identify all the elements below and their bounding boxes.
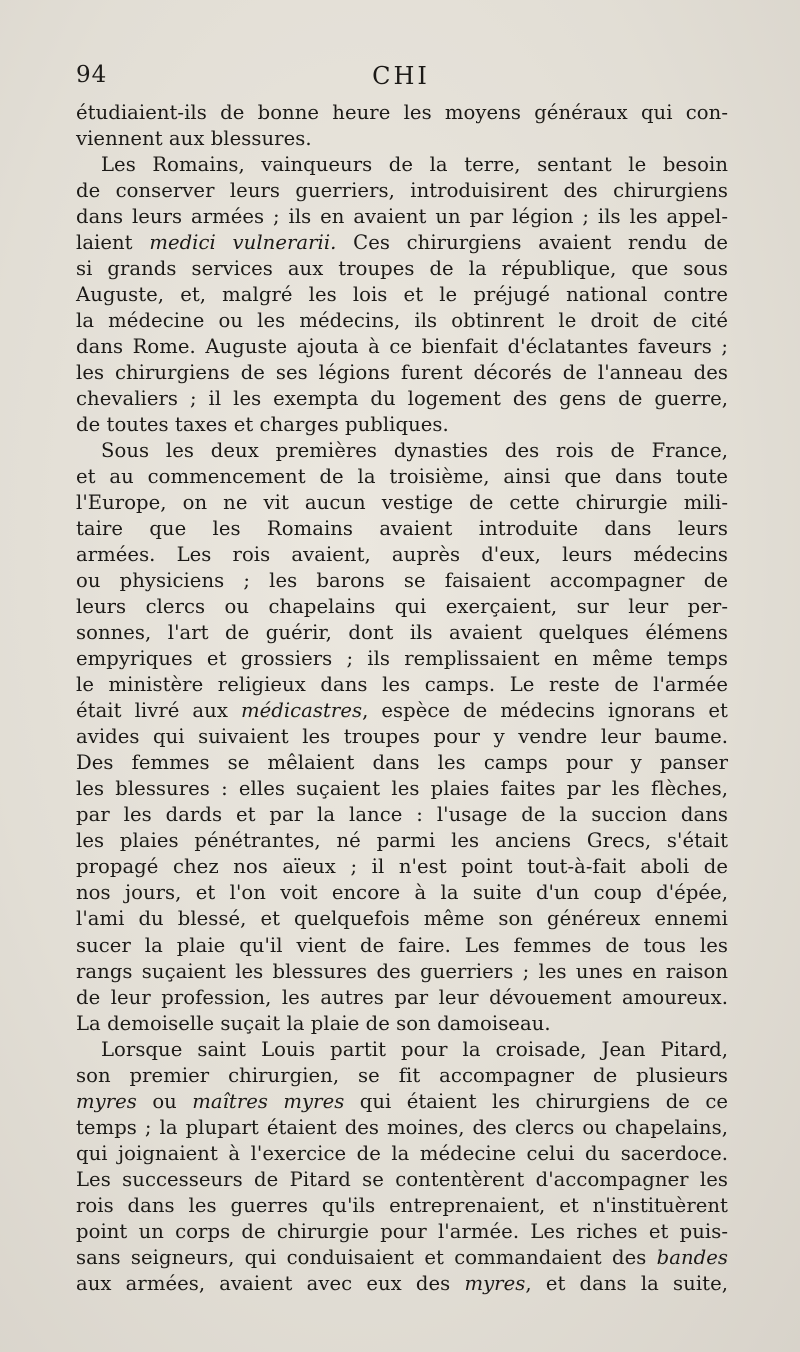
line-text: dans Rome. Auguste ajouta à ce bienfait d'éclatantes faveurs ; — [76, 335, 728, 359]
line-text: taire que les Romains avaient introduite dans leurs — [76, 517, 728, 541]
text-line — [76, 178, 728, 204]
text-line — [76, 438, 728, 464]
line-text: sucer la plaie qu'il vient de faire. Les femmes de tous les — [76, 933, 728, 957]
italic-term: myres — [464, 1271, 526, 1295]
text-line — [76, 516, 728, 542]
line-text: qui étaient les chirurgiens de ce — [344, 1089, 729, 1113]
line-text: propagé chez nos aïeux ; il n'est point tout-à-fait aboli de — [76, 855, 728, 879]
line-text: la médecine ou les médecins, ils obtinrent le droit de cité — [76, 309, 728, 333]
text-line — [76, 334, 728, 360]
line-text: sans seigneurs, qui conduisaient et commandaient des — [76, 1245, 657, 1269]
line-text: , espèce de médecins ignorans et — [362, 699, 728, 723]
text-line — [76, 854, 728, 880]
text-line — [76, 959, 728, 985]
line-text: , et dans la suite, — [525, 1271, 728, 1295]
line-text: qui joignaient à l'exercice de la médecine celui du sacerdoce. — [76, 1141, 728, 1165]
line-text: ou — [136, 1089, 193, 1113]
text-line — [76, 282, 728, 308]
line-text: l'ami du blessé, et quelquefois même son généreux ennemi — [76, 907, 728, 931]
line-text: aux armées, avaient avec eux des — [76, 1271, 465, 1295]
text-line — [76, 1089, 728, 1115]
line-text: était livré aux — [76, 699, 241, 723]
text-line — [76, 386, 728, 412]
line-text: laient — [76, 231, 150, 255]
text-line — [76, 204, 728, 230]
text-line — [76, 620, 728, 646]
line-text: rois dans les guerres qu'ils entreprenaient, et n'instituèrent — [76, 1193, 728, 1217]
line-text: empyriques et grossiers ; ils remplissaient en même temps — [76, 647, 728, 671]
text-line — [76, 126, 728, 152]
line-text: le ministère religieux dans les camps. Le reste de l'armée — [76, 673, 728, 697]
text-line — [76, 256, 728, 282]
text-line — [76, 802, 728, 828]
text-line — [76, 672, 728, 698]
text-line — [76, 776, 728, 802]
text-line — [76, 828, 728, 854]
text-line — [76, 568, 728, 594]
line-text: de conserver leurs guerriers, introduisirent des chirurgiens — [76, 179, 728, 203]
text-line — [76, 1115, 728, 1141]
line-text: de toutes taxes et charges publiques. — [76, 413, 449, 437]
text-line — [76, 230, 728, 256]
line-text: les plaies pénétrantes, né parmi les anciens Grecs, s'était — [76, 829, 728, 853]
line-text: Ces chirurgiens avaient rendu de — [336, 231, 728, 255]
line-text: Les Romains, vainqueurs de la terre, sentant le besoin — [101, 153, 728, 177]
line-text: rangs suçaient les blessures des guerriers ; les unes en raison — [76, 959, 728, 983]
text-line — [76, 1193, 728, 1219]
text-line — [76, 464, 728, 490]
line-text: temps ; la plupart étaient des moines, des clercs ou chapelains, — [76, 1115, 728, 1139]
line-text: sonnes, l'art de guérir, dont ils avaient quelques élémens — [76, 621, 728, 645]
text-line — [76, 594, 728, 620]
body-text — [76, 100, 728, 1297]
text-line — [76, 360, 728, 386]
line-text: point un corps de chirurgie pour l'armée. Les riches et puis- — [76, 1219, 728, 1243]
text-line — [76, 906, 728, 932]
line-text: de leur profession, les autres par leur dévouement amoureux. — [76, 985, 728, 1009]
italic-term: myres — [76, 1089, 137, 1113]
text-line — [76, 308, 728, 334]
line-text: nos jours, et l'on voit encore à la suite d'un coup d'épée, — [76, 881, 728, 905]
text-line — [76, 1141, 728, 1167]
text-line — [76, 1037, 728, 1063]
text-line — [76, 1245, 728, 1271]
text-line — [76, 490, 728, 516]
text-line — [76, 1271, 728, 1297]
running-head — [76, 62, 726, 98]
line-text: armées. Les rois avaient, auprès d'eux, leurs médecins — [76, 543, 728, 567]
text-line — [76, 1167, 728, 1193]
line-text: Sous les deux premières dynasties des rois de France, — [101, 439, 728, 463]
text-line — [76, 100, 728, 126]
line-text: si grands services aux troupes de la république, que sous — [76, 257, 728, 281]
line-text: les blessures : elles suçaient les plaies faites par les flèches, — [76, 777, 728, 801]
text-line — [76, 933, 728, 959]
text-line — [76, 1063, 728, 1089]
text-line — [76, 1011, 728, 1037]
text-line — [76, 750, 728, 776]
text-line — [76, 152, 728, 178]
text-line — [76, 646, 728, 672]
text-line — [76, 724, 728, 750]
line-text: Auguste, et, malgré les lois et le préjugé national contre — [76, 283, 728, 307]
line-text: Lorsque saint Louis partit pour la croisade, Jean Pitard, — [101, 1037, 728, 1061]
page-number: 94 — [76, 62, 108, 88]
text-line — [76, 985, 728, 1011]
italic-term: maîtres myres — [192, 1089, 345, 1113]
line-text: viennent aux blessures. — [76, 127, 312, 151]
line-text: ou physiciens ; les barons se faisaient accompagner de — [76, 569, 728, 593]
text-line — [76, 880, 728, 906]
italic-term: medici vulnerarii. — [149, 231, 337, 255]
italic-term: bandes — [656, 1245, 728, 1269]
running-head-title: CHI — [372, 62, 430, 90]
text-line — [76, 412, 728, 438]
line-text: par les dards et par la lance : l'usage de la succion dans — [76, 803, 728, 827]
text-line — [76, 698, 728, 724]
text-line — [76, 542, 728, 568]
line-text: La demoiselle suçait la plaie de son damoiseau. — [76, 1011, 551, 1035]
line-text: l'Europe, on ne vit aucun vestige de cette chirurgie mili- — [76, 491, 728, 515]
line-text: leurs clercs ou chapelains qui exerçaient, sur leur per- — [76, 595, 728, 619]
line-text: étudiaient-ils de bonne heure les moyens généraux qui con- — [76, 101, 728, 124]
line-text: Les successeurs de Pitard se contentèrent d'accompagner les — [76, 1167, 728, 1191]
line-text: et au commencement de la troisième, ainsi que dans toute — [76, 465, 728, 489]
line-text: son premier chirurgien, se fit accompagner de plusieurs — [76, 1063, 728, 1087]
italic-term: médicastres — [240, 699, 363, 723]
line-text: chevaliers ; il les exempta du logement des gens de guerre, — [76, 387, 728, 411]
line-text: dans leurs armées ; ils en avaient un par légion ; ils les appel- — [76, 205, 728, 229]
line-text: les chirurgiens de ses légions furent décorés de l'anneau des — [76, 361, 728, 385]
line-text: avides qui suivaient les troupes pour y vendre leur baume. — [76, 725, 728, 749]
text-line — [76, 1219, 728, 1245]
line-text: Des femmes se mêlaient dans les camps pour y panser — [76, 751, 728, 775]
